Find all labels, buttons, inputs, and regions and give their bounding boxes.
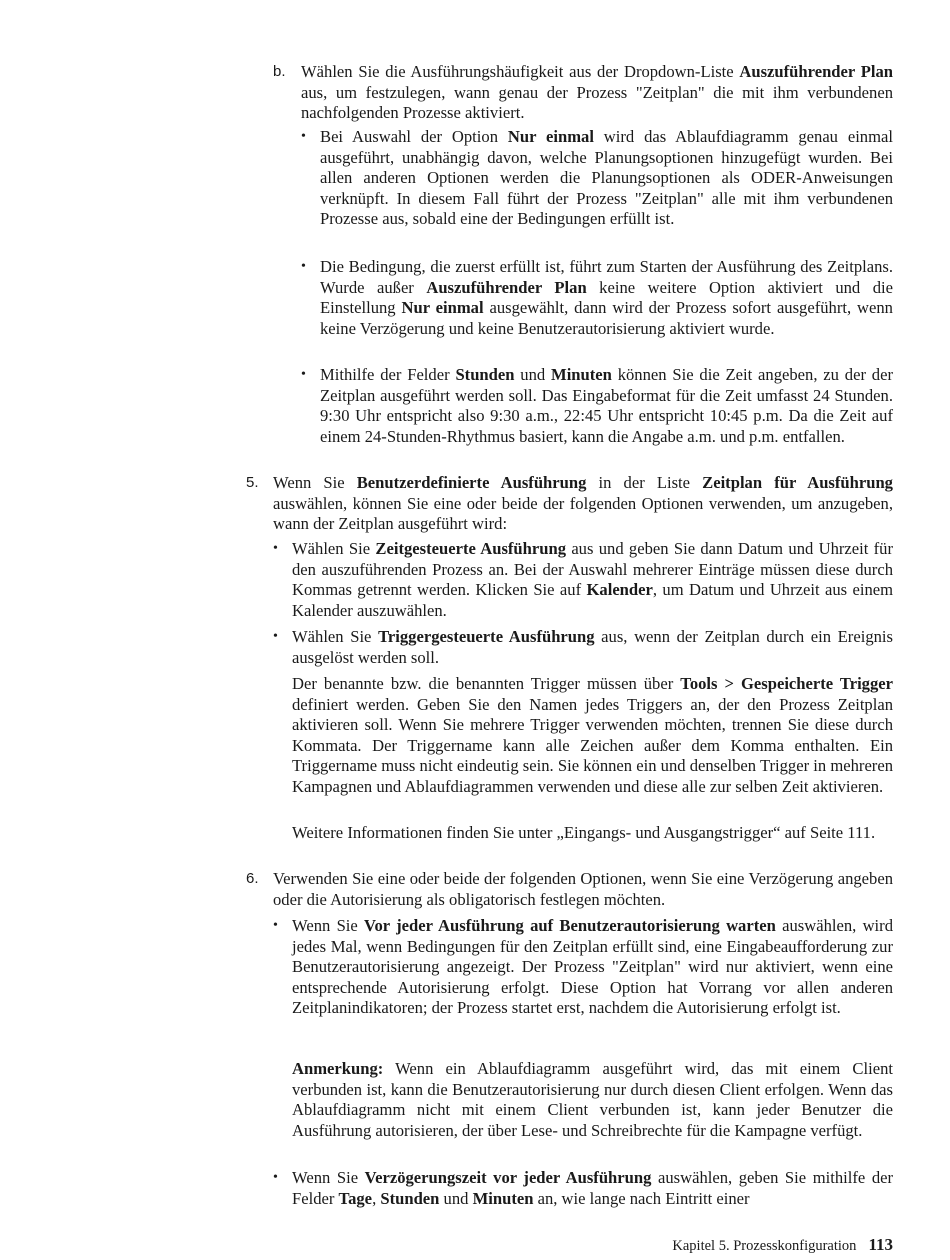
bullet-marker: •: [273, 1170, 278, 1185]
bullet-marker: •: [301, 367, 306, 382]
cross-reference-paragraph: Weitere Informationen finden Sie unter „Eingangs- und Ausgangstrigger“ auf Seite 111.: [292, 823, 876, 842]
chapter-title: Kapitel 5. Prozesskonfiguration: [672, 1238, 857, 1254]
step-6-bullet-1: Wenn Sie Vor jeder Ausführung auf Benutzerautorisierung warten auswählen, wird jedes Mal, wenn Bedingungen für den Zeitplan erfüllt sind, eine Eingabeaufforderung zur Benutzerautorisierung angezeigt. Der Prozess "Zeitplan" wird nur aktiviert, wenn eine entsprechende Autorisierung erfolgt. Diese Option hat Vorrang vor allen anderen Zeitplanindikatoren; der Prozess startet erst, nachdem die Autorisierung erfolgt ist.: [292, 916, 893, 1018]
step-5-text: Wenn Sie Benutzerdefinierte Ausführung in der Liste Zeitplan für Ausführung auswählen, können Sie eine oder beide der folgenden Optionen verwenden, um anzugeben, wann der Zeitplan ausgeführt wird:: [273, 473, 893, 534]
step-6-marker: 6.: [246, 870, 259, 887]
step-b-bullet-1: Bei Auswahl der Option Nur einmal wird das Ablaufdiagramm genau einmal ausgeführt, unabhängig davon, welche Planungsoptionen hinzugefügt wurden. Bei allen anderen Optionen werden die Planungsoptionen als ODER-Anweisungen verknüpft. In diesem Fall führt der Prozess "Zeitplan" alle mit ihm verbundenen Prozesse aus, sobald eine der Bedingungen erfüllt ist.: [320, 127, 893, 229]
step-5-marker: 5.: [246, 474, 259, 491]
bullet-marker: •: [273, 629, 278, 644]
step-5-bullet-2: Wählen Sie Triggergesteuerte Ausführung aus, wenn der Zeitplan durch ein Ereignis ausgelöst werden soll.: [292, 627, 893, 667]
bullet-marker: •: [301, 259, 306, 274]
note-paragraph: Anmerkung: Wenn ein Ablaufdiagramm ausgeführt wird, das mit einem Client verbunden ist, kann die Benutzerautorisierung nur durch diesen Client erfolgen. Wenn das Ablaufdiagramm nicht mit einem Client verbunden ist, kann jeder Benutzer die Ausführung autorisieren, der über Lese- und Schreibrechte für die Kampagne verfügt.: [292, 1059, 893, 1140]
bullet-marker: •: [301, 129, 306, 144]
page-footer: [672, 1235, 893, 1256]
note-label: Anmerkung:: [292, 1059, 384, 1078]
step-b-bullet-2: Die Bedingung, die zuerst erfüllt ist, führt zum Starten der Ausführung des Zeitplans. Wurde außer Auszuführender Plan keine weitere Option aktiviert und die Einstellung Nur einmal ausgewählt, dann wird der Prozess sofort ausgeführt, wenn keine Verzögerung und keine Benutzerautorisierung aktiviert wurde.: [320, 257, 893, 338]
bullet-marker: •: [273, 541, 278, 556]
step-b-marker: b.: [273, 63, 286, 80]
bullet-marker: •: [273, 918, 278, 933]
step-6-text: Verwenden Sie eine oder beide der folgenden Optionen, wenn Sie eine Verzögerung angeben oder die Autorisierung als obligatorisch festlegen möchten.: [273, 869, 893, 909]
step-b-bullet-3: Mithilfe der Felder Stunden und Minuten können Sie die Zeit angeben, zu der der Zeitplan ausgeführt werden soll. Das Eingabeformat für die Zeit umfasst 24 Stunden. 9:30 Uhr entspricht also 9:30 a.m., 22:45 Uhr entspricht 10:45 p.m. Da die Zeit auf einem 24-Stunden-Rhythmus basiert, kann die Angabe a.m. und p.m. entfallen.: [320, 365, 893, 446]
trigger-paragraph: Der benannte bzw. die benannten Trigger müssen über Tools > Gespeicherte Trigger definiert werden. Geben Sie den Namen jedes Triggers an, der den Prozess Zeitplan aktivieren soll. Wenn Sie mehrere Trigger verwenden möchten, trennen Sie diese durch Kommata. Der Triggername kann alle Zeichen außer dem Komma enthalten. Ein Triggername muss nicht eindeutig sein. Sie können ein und denselben Trigger in mehreren Kampagnen und Ablaufdiagrammen verwenden und diese alle zur selben Zeit aktivieren.: [292, 674, 893, 796]
step-5-bullet-1: Wählen Sie Zeitgesteuerte Ausführung aus und geben Sie dann Datum und Uhrzeit für den auszuführenden Prozess an. Bei der Auswahl mehrerer Einträge müssen diese durch Kommas getrennt werden. Klicken Sie auf Kalender, um Datum und Uhrzeit aus einem Kalender auszuwählen.: [292, 539, 894, 620]
page-number: 113: [868, 1235, 893, 1254]
step-b-text: Wählen Sie die Ausführungshäufigkeit aus der Dropdown-Liste Auszuführender Plan aus, um festzulegen, wann genau der Prozess "Zeitplan" die mit ihm verbundenen nachfolgenden Prozesse aktiviert.: [301, 62, 893, 123]
step-6-bullet-2: Wenn Sie Verzögerungszeit vor jeder Ausführung auswählen, geben Sie mithilfe der Felder Tage, Stunden und Minuten an, wie lange nach Eintritt einer: [292, 1168, 894, 1208]
